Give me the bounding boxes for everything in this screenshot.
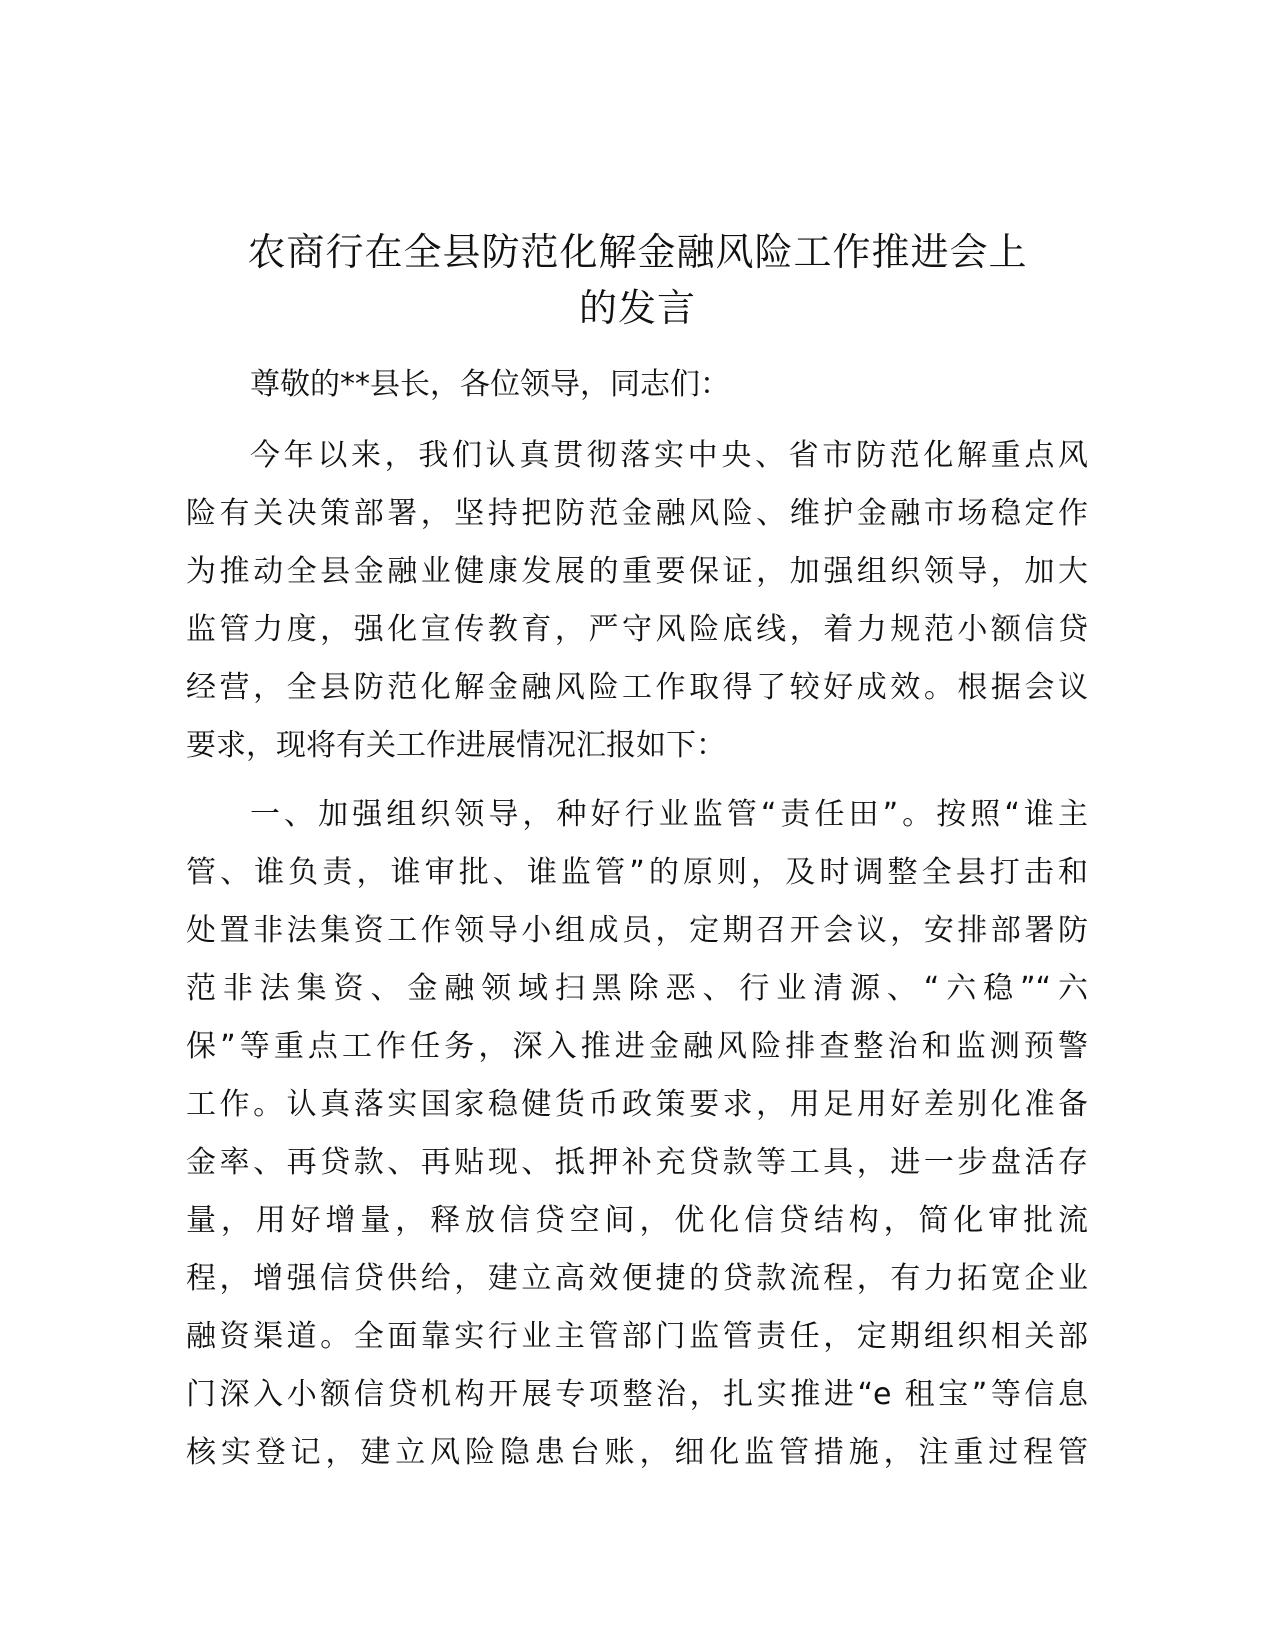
- document-title-line-2: 的发言: [578, 286, 696, 330]
- paragraph-section-1: [186, 786, 1088, 1482]
- paragraph-intro: [186, 427, 1088, 775]
- paragraph-line: 门深入小额信贷机构开展专项整治，扎实推进“e 租宝”等信息: [186, 1377, 1088, 1412]
- paragraph-line: 范非法集资、金融领域扫黑除恶、行业清源、“六稳”“六: [186, 971, 1088, 1006]
- document-title-line-1: 农商行在全县防范化解金融风险工作推进会上: [247, 230, 1028, 274]
- paragraph-line: 处置非法集资工作领导小组成员，定期召开会议，安排部署防: [186, 913, 1088, 948]
- paragraph-line: 要求，现将有关工作进展情况汇报如下：: [186, 728, 726, 763]
- paragraph-line: 核实登记，建立风险隐患台账，细化监管措施，注重过程管: [186, 1435, 1088, 1470]
- paragraph-line: 为推动全县金融业健康发展的重要保证，加强组织领导，加大: [186, 554, 1088, 589]
- paragraph-line: 工作。认真落实国家稳健货币政策要求，用足用好差别化准备: [186, 1087, 1088, 1122]
- salutation: 尊敬的**县长，各位领导，同志们：: [250, 367, 730, 402]
- paragraph-line: 保”等重点工作任务，深入推进金融风险排查整治和监测预警: [186, 1029, 1088, 1064]
- paragraph-line: 量，用好增量，释放信贷空间，优化信贷结构，简化审批流: [186, 1203, 1088, 1238]
- paragraph-line: 经营，全县防范化解金融风险工作取得了较好成效。根据会议: [186, 670, 1088, 705]
- paragraph-line: 金率、再贷款、再贴现、抵押补充贷款等工具，进一步盘活存: [186, 1145, 1088, 1180]
- paragraph-line: 险有关决策部署，坚持把防范金融风险、维护金融市场稳定作: [186, 496, 1088, 531]
- paragraph-line: 监管力度，强化宣传教育，严守风险底线，着力规范小额信贷: [186, 612, 1088, 647]
- paragraph-line: 今年以来，我们认真贯彻落实中央、省市防范化解重点风: [250, 438, 1088, 473]
- paragraph-line: 融资渠道。全面靠实行业主管部门监管责任，定期组织相关部: [186, 1319, 1088, 1354]
- paragraph-line: 管、谁负责，谁审批、谁监管”的原则，及时调整全县打击和: [186, 855, 1088, 890]
- paragraph-line: 程，增强信贷供给，建立高效便捷的贷款流程，有力拓宽企业: [186, 1261, 1088, 1296]
- paragraph-line: 一、加强组织领导，种好行业监管“责任田”。按照“谁主: [250, 797, 1088, 832]
